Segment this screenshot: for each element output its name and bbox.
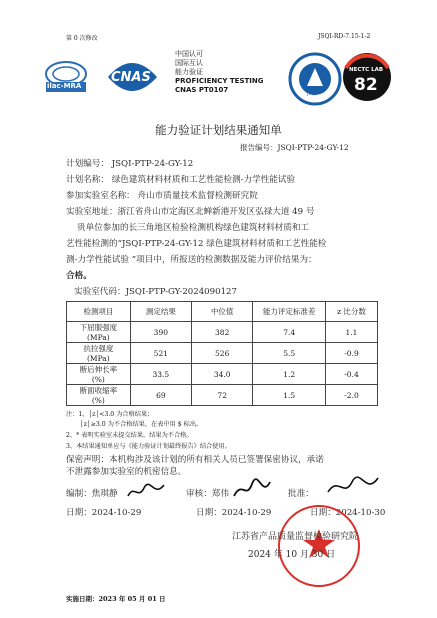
note-line: 2、* 表明实验室未提交结果，结果为不合格。	[66, 432, 193, 439]
median-cell: 72	[192, 385, 253, 406]
approve-date: 日期：2024-10-30	[310, 508, 386, 518]
plan-name: 计划名称： 绿色建筑材料材质和工艺性能检测-力学性能试验	[66, 175, 296, 185]
z-cell: -0.4	[326, 364, 378, 385]
z-cell: -2.0	[326, 385, 378, 406]
z-cell: 1.1	[326, 322, 378, 343]
nectc-lab-logo	[340, 52, 395, 102]
item-name: 断后伸长率	[79, 365, 118, 374]
table-header-row	[67, 302, 378, 322]
sd-cell: 7.4	[253, 322, 326, 343]
col-header: z 比分数	[326, 302, 378, 322]
body-text: 测-力学性能试验 ”项目中，所报送的检测数据及能力评价结果为：	[66, 255, 317, 265]
report-number: 报告编号：JSQI-PTP-24-GY-12	[240, 143, 349, 152]
z-cell: -0.9	[326, 343, 378, 364]
document-code: JSQI-RD-7.15-1-2	[318, 33, 371, 40]
table-row	[67, 343, 378, 364]
revision-label: 第 0 次修改	[66, 35, 98, 42]
lab-code: 实验室代码：JSQI-PTP-GY-2024090127	[74, 287, 237, 297]
cnas-line: 能力验证	[175, 68, 203, 76]
cnas-text: CNAS	[111, 70, 151, 85]
table-row	[67, 364, 378, 385]
sd-cell: 1.2	[253, 364, 326, 385]
item-name: 下屈服强度	[79, 323, 118, 332]
item-cell	[67, 322, 131, 343]
issue-date: 2024 年 10 月 30 日	[248, 550, 336, 560]
note-line: 3、本结果通知单应与《能力验证计划最终报告》结合使用。	[66, 443, 231, 450]
median-cell: 526	[192, 343, 253, 364]
review-date: 日期：2024-10-29	[196, 508, 272, 518]
cnas-line: PROFICIENCY TESTING	[175, 77, 264, 85]
nectc-text: NECTC LAB	[349, 67, 384, 73]
lab-address: 实验室地址：浙江省舟山市定海区北蝉新港开发区弘禄大道 49 号	[66, 207, 315, 217]
reviewer-label: 审核：郑伟	[186, 489, 229, 499]
compiler-label: 编制：焦琪静	[66, 489, 118, 499]
result-cell: 33.5	[130, 364, 191, 385]
item-unit: (MPa)	[86, 354, 110, 363]
item-unit: (%)	[91, 396, 105, 405]
cnas-logo	[105, 55, 160, 100]
col-header: 测定结果	[130, 302, 191, 322]
approver-label: 批准：	[288, 489, 314, 499]
note-line: 注：1、│z│<3.0 为合格结果；	[66, 411, 154, 418]
jsqi-text: JSQI	[307, 92, 317, 97]
cnas-line: 国际互认	[175, 59, 203, 67]
approver-signature	[326, 474, 381, 500]
item-name: 断面收缩率	[79, 386, 118, 395]
ilac-text: ilac-MRA	[47, 82, 82, 90]
table-row	[67, 322, 378, 343]
effective-date: 实施日期：2023 年 05 月 01 日	[66, 595, 166, 603]
item-unit: (MPa)	[86, 333, 110, 342]
note-line: │z│≥3.0 为不合格结果，在表中用 $ 标出。	[80, 421, 203, 428]
item-cell	[67, 343, 131, 364]
cnas-line: CNAS PT0107	[175, 86, 229, 94]
result-cell: 390	[130, 322, 191, 343]
results-table	[66, 301, 378, 406]
official-seal	[278, 505, 360, 587]
item-cell	[67, 385, 131, 406]
col-header: 能力评定标准差	[253, 302, 326, 322]
col-header: 中位值	[192, 302, 253, 322]
cnas-line: 中国认可	[175, 50, 203, 58]
sd-cell: 1.5	[253, 385, 326, 406]
body-text: 贵单位参加的长三角地区检验检测机构绿色建筑材料材质和工	[77, 223, 310, 233]
compiler-signature	[126, 480, 166, 502]
compile-date: 日期：2024-10-29	[66, 508, 142, 518]
cnas-info	[175, 50, 263, 95]
reviewer-signature	[232, 478, 272, 502]
body-text: 艺性能检测的“JSQI-PTP-24-GY-12 绿色建筑材料材质和工艺性能检	[66, 239, 327, 249]
result-text: 合格。	[66, 271, 92, 281]
median-cell: 34.0	[192, 364, 253, 385]
sd-cell: 5.5	[253, 343, 326, 364]
result-cell: 521	[130, 343, 191, 364]
lab-name: 参加实验室名称： 舟山市质量技术监督检测研究院	[66, 191, 258, 201]
col-header: 检测项目	[67, 302, 131, 322]
page-title: 能力验证计划结果通知单	[155, 123, 282, 137]
confidentiality-statement: 保密声明：本机构涉及该计划的所有相关人员已签署保密协议，承诺	[66, 455, 324, 465]
nectc-number: 82	[354, 75, 378, 95]
ilac-mra-logo	[44, 60, 88, 94]
confidentiality-statement: 不泄露参加实验室的机密信息。	[66, 467, 187, 477]
item-name: 抗拉强度	[83, 344, 114, 353]
issuer-name: 江苏省产品质量监督检验研究院	[232, 532, 359, 542]
item-unit: (%)	[91, 375, 105, 384]
result-cell: 69	[130, 385, 191, 406]
table-row	[67, 385, 378, 406]
median-cell: 382	[192, 322, 253, 343]
item-cell	[67, 364, 131, 385]
jsqi-emblem	[288, 52, 342, 106]
plan-number: 计划编号： JSQI-PTP-24-GY-12	[66, 159, 194, 169]
